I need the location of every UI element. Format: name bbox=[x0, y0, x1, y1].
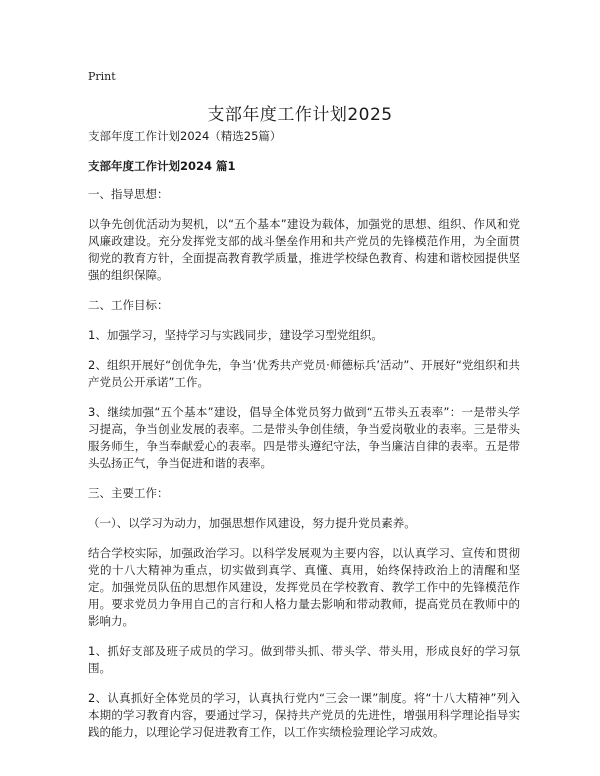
paragraph: 2、组织开展好“创优争先，争当‘优秀共产党员·师德标兵’活动”、开展好“党组织和共产党员公开承诺”工作。 bbox=[88, 358, 520, 389]
section-heading: 支部年度工作计划2024 篇1 bbox=[88, 159, 236, 173]
paragraph: 结合学校实际，加强政治学习。以科学发展观为主要内容，以认真学习、宣传和贯彻党的十八大精神为重点，切实做到真学、真懂、真用，始终保持政治上的清醒和坚定。加强党员队伍的思想作风建设，发挥党员在学校教育、教学工作中的先锋模范作用。要求党员力争用自己的言行和人格力量去影响和带动教师，提高党员在教师中的影响力。 bbox=[88, 546, 520, 628]
document-subtitle: 支部年度工作计划2024（精选25篇） bbox=[88, 129, 282, 143]
paragraph: 以争先创优活动为契机，以“五个基本”建设为载体，加强党的思想、组织、作风和党风廉政建设。充分发挥党支部的战斗堡垒作用和共产党员的先锋模范作用，为全面贯彻党的教育方针，全面提高教育教学质量，推进学校绿色教育、构建和谐校园提供坚强的组织保障。 bbox=[88, 217, 520, 282]
paragraph: 1、加强学习，坚持学习与实践同步，建设学习型党组织。 bbox=[88, 328, 383, 342]
paragraph: 2、认真抓好全体党员的学习，认真执行党内“三会一课”制度。将“十八大精神”列入本期的学习教育内容，要通过学习，保持共产党员的先进性，增强用科学理论指导实践的能力，以理论学习促进教育工作，以工作实绩检验理论学习成效。 bbox=[88, 691, 520, 739]
paragraph: （一）、以学习为动力，加强思想作风建设，努力提升党员素养。 bbox=[88, 516, 416, 530]
paragraph: 1、抓好支部及班子成员的学习。做到带头抓、带头学、带头用，形成良好的学习氛围。 bbox=[88, 644, 520, 675]
paragraph: 二、工作目标： bbox=[88, 298, 169, 312]
print-link[interactable]: Print bbox=[88, 70, 116, 83]
paragraph: 一、指导思想： bbox=[88, 187, 169, 201]
document-title: 支部年度工作计划2025 bbox=[207, 105, 393, 125]
document-body bbox=[88, 128, 520, 754]
paragraph: 三、主要工作： bbox=[88, 486, 169, 500]
paragraph: 3、继续加强“五个基本”建设，倡导全体党员努力做到“五带头五表率”：一是带头学习提高，争当创业发展的表率。二是带头争创佳绩，争当爱岗敬业的表率。三是带头服务师生，争当奉献爱心的表率。四是带头遵纪守法，争当廉洁自律的表率。五是带头弘扬正气，争当促进和谐的表率。 bbox=[88, 405, 520, 470]
